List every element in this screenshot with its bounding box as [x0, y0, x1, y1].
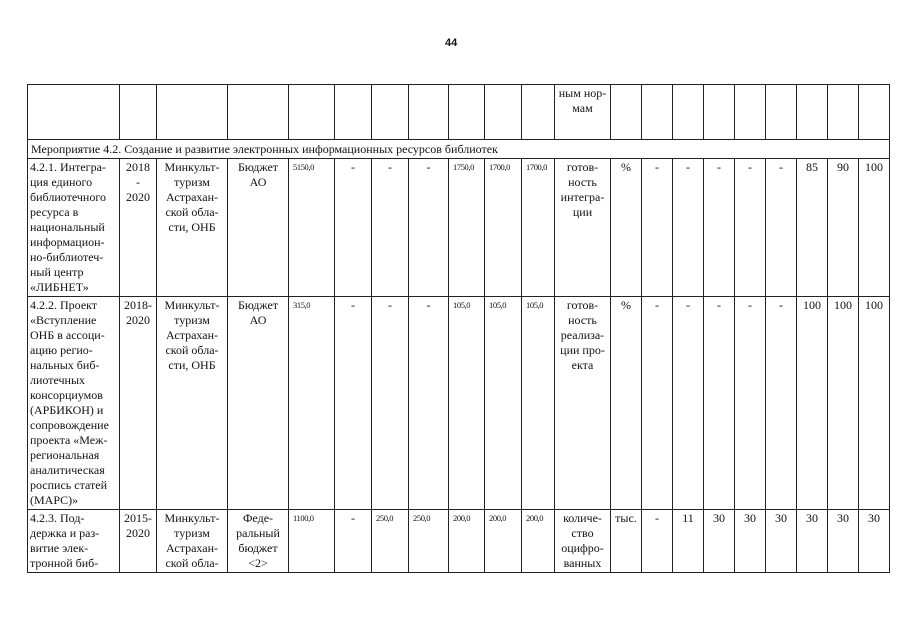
indicator-value: -: [704, 297, 735, 510]
funding-source: Бюджет АО: [228, 297, 289, 510]
indicator-value: 100: [859, 297, 890, 510]
table-row: [28, 159, 890, 297]
indicator-value: 30: [859, 510, 890, 573]
amount-year: -: [335, 510, 372, 573]
unit: %: [611, 159, 642, 297]
unit: тыс.: [611, 510, 642, 573]
funding-source: Бюджет АО: [228, 159, 289, 297]
amount-year: 1750,0: [449, 159, 485, 297]
indicator-value: -: [766, 297, 797, 510]
indicator-value: -: [766, 159, 797, 297]
program-table: [27, 84, 890, 573]
amount-year: 200,0: [485, 510, 522, 573]
amount-year: 105,0: [485, 297, 522, 510]
amount-year: -: [335, 159, 372, 297]
indicator-value: 11: [673, 510, 704, 573]
indicator-value: 100: [828, 297, 859, 510]
amount-year: 200,0: [522, 510, 555, 573]
amount-total: 315,0: [289, 297, 335, 510]
funding-source: Феде- ральный бюджет <2>: [228, 510, 289, 573]
amount-year: -: [372, 297, 409, 510]
indicator-name: количе- ство оцифро- ванных: [555, 510, 611, 573]
section-title: Мероприятие 4.2. Создание и развитие электронных информационных ресурсов библиотек: [28, 140, 890, 159]
measure-name: 4.2.2. Проект «Вступление ОНБ в ассоци- ацию регио- нальных биб- лиотечных консорциумов (АРБИКОН) и сопровождение проекта «Меж- региональная аналитическая роспись статей (МАРС)»: [28, 297, 120, 510]
indicator-value: 30: [828, 510, 859, 573]
amount-year: 1700,0: [485, 159, 522, 297]
indicator-fragment: ным нор- мам: [558, 86, 607, 115]
indicator-value: 85: [797, 159, 828, 297]
table-row: [28, 510, 890, 573]
amount-total: 5150,0: [289, 159, 335, 297]
period: 2015- 2020: [120, 510, 157, 573]
amount-year: -: [335, 297, 372, 510]
executor: Минкульт- туризм Астрахан- ской обла- сти, ОНБ: [157, 297, 228, 510]
indicator-value: -: [704, 159, 735, 297]
indicator-value: -: [735, 297, 766, 510]
executor: Минкульт- туризм Астрахан- ской обла- сти, ОНБ: [157, 159, 228, 297]
indicator-value: -: [642, 510, 673, 573]
amount-year: 250,0: [409, 510, 449, 573]
indicator-value: 30: [735, 510, 766, 573]
indicator-value: -: [642, 297, 673, 510]
indicator-value: -: [735, 159, 766, 297]
amount-year: 200,0: [449, 510, 485, 573]
amount-year: 250,0: [372, 510, 409, 573]
indicator-value: 90: [828, 159, 859, 297]
indicator-value: 30: [766, 510, 797, 573]
amount-total: 1100,0: [289, 510, 335, 573]
amount-year: -: [372, 159, 409, 297]
unit: %: [611, 297, 642, 510]
indicator-name: готов- ность реализа- ции про- екта: [555, 297, 611, 510]
period: 2018 - 2020: [120, 159, 157, 297]
indicator-value: -: [673, 297, 704, 510]
amount-year: 105,0: [522, 297, 555, 510]
amount-year: -: [409, 159, 449, 297]
indicator-value: 100: [797, 297, 828, 510]
indicator-value: 30: [704, 510, 735, 573]
indicator-value: -: [673, 159, 704, 297]
amount-year: -: [409, 297, 449, 510]
indicator-name: готов- ность интегра- ции: [555, 159, 611, 297]
table-row: [28, 297, 890, 510]
indicator-value: 100: [859, 159, 890, 297]
measure-name: 4.2.1. Интегра- ция единого библиотечного ресурса в национальный информацион- но-библиотеч- ный центр «ЛИБНЕТ»: [28, 159, 120, 297]
indicator-value: -: [642, 159, 673, 297]
indicator-cell: [555, 85, 611, 140]
amount-year: 1700,0: [522, 159, 555, 297]
table-top-row: [28, 85, 890, 140]
page-number: 44: [445, 37, 458, 49]
measure-name: 4.2.3. Под- держка и раз- витие элек- тронной биб-: [28, 510, 120, 573]
period: 2018- 2020: [120, 297, 157, 510]
executor: Минкульт- туризм Астрахан- ской обла-: [157, 510, 228, 573]
indicator-value: 30: [797, 510, 828, 573]
amount-year: 105,0: [449, 297, 485, 510]
section-row: [28, 140, 890, 159]
